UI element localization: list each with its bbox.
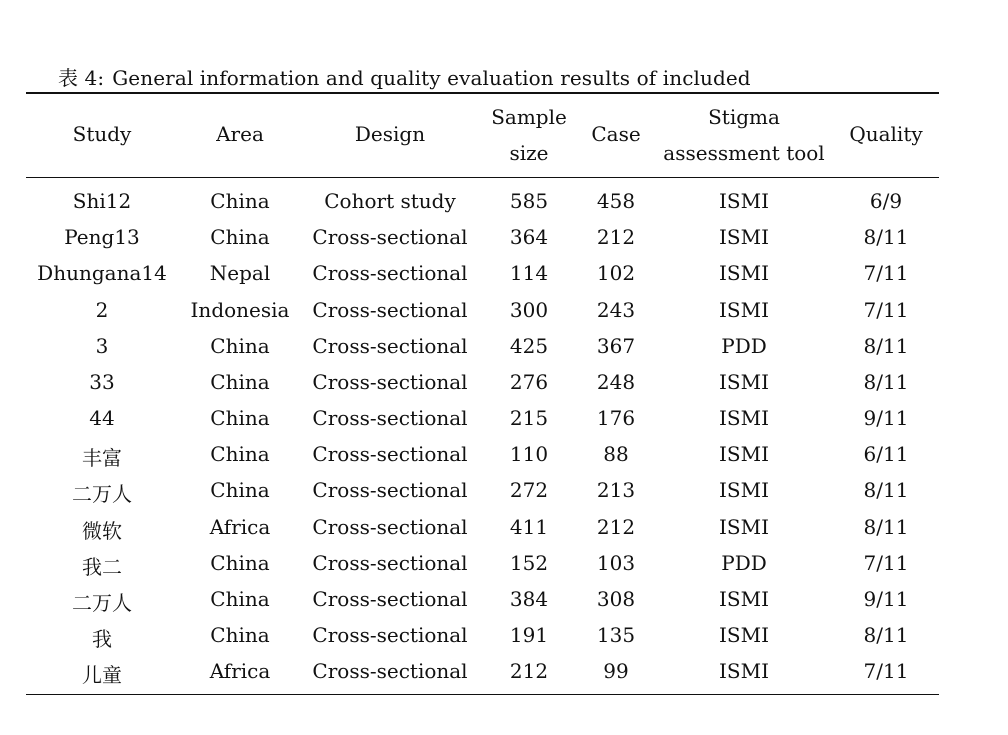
cell-quality: 6/11 xyxy=(863,442,909,466)
cell-study: 3 xyxy=(95,334,109,358)
table-row xyxy=(0,370,1008,406)
table-caption xyxy=(58,62,751,91)
cell-area: China xyxy=(210,442,270,466)
table-row xyxy=(0,623,1008,659)
cell-study: 我 xyxy=(92,627,112,651)
table-row xyxy=(0,659,1008,695)
cell-study: 丰富 xyxy=(82,446,122,470)
header-study: Study xyxy=(72,122,132,146)
cell-design: Cross-sectional xyxy=(312,515,468,539)
cell-design: Cross-sectional xyxy=(312,334,468,358)
cell-case: 212 xyxy=(596,515,636,539)
cell-tool: ISMI xyxy=(719,623,769,647)
top-rule xyxy=(26,92,939,94)
cell-area: Africa xyxy=(209,515,271,539)
cell-case: 248 xyxy=(596,370,636,394)
cell-tool: ISMI xyxy=(719,659,769,683)
table-row xyxy=(0,261,1008,297)
cell-sample-size: 364 xyxy=(509,225,549,249)
cell-design: Cross-sectional xyxy=(312,551,468,575)
cell-study: Peng13 xyxy=(64,225,140,249)
cell-design: Cohort study xyxy=(324,189,456,213)
cell-study: 二万人 xyxy=(72,482,132,506)
cell-design: Cross-sectional xyxy=(312,623,468,647)
cell-case: 367 xyxy=(596,334,636,358)
cell-quality: 8/11 xyxy=(863,515,909,539)
table-row xyxy=(0,551,1008,587)
cell-quality: 8/11 xyxy=(863,334,909,358)
table-row xyxy=(0,406,1008,442)
header-design: Design xyxy=(354,122,426,146)
cell-design: Cross-sectional xyxy=(312,261,468,285)
cell-case: 243 xyxy=(596,298,636,322)
cell-tool: ISMI xyxy=(719,478,769,502)
cell-sample-size: 425 xyxy=(509,334,549,358)
header-case: Case xyxy=(591,122,641,146)
cell-quality: 6/9 xyxy=(869,189,903,213)
cell-design: Cross-sectional xyxy=(312,442,468,466)
table-title: General information and quality evaluation results of included xyxy=(112,66,751,90)
cell-study: 33 xyxy=(89,370,115,394)
table-row xyxy=(0,298,1008,334)
table-row xyxy=(0,587,1008,623)
cell-sample-size: 384 xyxy=(509,587,549,611)
cell-tool: ISMI xyxy=(719,515,769,539)
cell-study: 二万人 xyxy=(72,591,132,615)
cell-quality: 8/11 xyxy=(863,623,909,647)
cell-quality: 7/11 xyxy=(863,659,909,683)
cell-design: Cross-sectional xyxy=(312,478,468,502)
cell-quality: 7/11 xyxy=(863,261,909,285)
table-row xyxy=(0,515,1008,551)
cell-tool: ISMI xyxy=(719,298,769,322)
table-row xyxy=(0,189,1008,225)
cell-area: Nepal xyxy=(209,261,271,285)
cell-tool: ISMI xyxy=(719,406,769,430)
cell-sample-size: 411 xyxy=(509,515,549,539)
cell-design: Cross-sectional xyxy=(312,406,468,430)
cell-sample-size: 300 xyxy=(509,298,549,322)
cell-quality: 8/11 xyxy=(863,478,909,502)
table-row xyxy=(0,334,1008,370)
cell-area: Indonesia xyxy=(190,298,290,322)
cell-tool: ISMI xyxy=(719,261,769,285)
table-row xyxy=(0,442,1008,478)
cell-tool: ISMI xyxy=(719,442,769,466)
cell-sample-size: 585 xyxy=(509,189,549,213)
cell-quality: 9/11 xyxy=(863,587,909,611)
cell-case: 135 xyxy=(596,623,636,647)
cell-area: Africa xyxy=(209,659,271,683)
cell-area: China xyxy=(210,370,270,394)
header-tool-line1: Stigma xyxy=(708,105,780,129)
cell-tool: ISMI xyxy=(719,587,769,611)
table-row xyxy=(0,478,1008,514)
cell-study: 儿童 xyxy=(82,663,122,687)
cell-case: 176 xyxy=(596,406,636,430)
cell-sample-size: 152 xyxy=(509,551,549,575)
cell-area: China xyxy=(210,406,270,430)
cell-study: 2 xyxy=(95,298,109,322)
cell-area: China xyxy=(210,334,270,358)
cell-quality: 7/11 xyxy=(863,298,909,322)
cell-study: 我二 xyxy=(82,555,122,579)
cell-case: 308 xyxy=(596,587,636,611)
table-number: 表 4: xyxy=(58,66,105,90)
cell-sample-size: 114 xyxy=(509,261,549,285)
cell-area: China xyxy=(210,189,270,213)
cell-design: Cross-sectional xyxy=(312,587,468,611)
cell-case: 458 xyxy=(596,189,636,213)
cell-case: 103 xyxy=(596,551,636,575)
cell-area: China xyxy=(210,478,270,502)
table-row xyxy=(0,225,1008,261)
cell-case: 99 xyxy=(603,659,629,683)
cell-case: 212 xyxy=(596,225,636,249)
cell-design: Cross-sectional xyxy=(312,370,468,394)
header-tool-line2: assessment tool xyxy=(663,141,825,165)
cell-area: China xyxy=(210,587,270,611)
cell-area: China xyxy=(210,623,270,647)
cell-quality: 8/11 xyxy=(863,370,909,394)
cell-sample-size: 191 xyxy=(509,623,549,647)
cell-sample-size: 212 xyxy=(509,659,549,683)
cell-sample-size: 215 xyxy=(509,406,549,430)
cell-sample-size: 272 xyxy=(509,478,549,502)
cell-study: Dhungana14 xyxy=(37,261,167,285)
header-sample-line2: size xyxy=(509,141,549,165)
cell-sample-size: 276 xyxy=(509,370,549,394)
header-quality: Quality xyxy=(849,122,923,146)
cell-quality: 9/11 xyxy=(863,406,909,430)
cell-area: China xyxy=(210,551,270,575)
header-rule xyxy=(26,177,939,178)
cell-sample-size: 110 xyxy=(509,442,549,466)
cell-quality: 8/11 xyxy=(863,225,909,249)
bottom-rule xyxy=(26,694,939,695)
header-sample-line1: Sample xyxy=(491,105,567,129)
cell-design: Cross-sectional xyxy=(312,659,468,683)
cell-quality: 7/11 xyxy=(863,551,909,575)
cell-study: Shi12 xyxy=(72,189,132,213)
cell-case: 88 xyxy=(603,442,629,466)
cell-area: China xyxy=(210,225,270,249)
cell-design: Cross-sectional xyxy=(312,225,468,249)
header-area: Area xyxy=(216,122,264,146)
cell-tool: ISMI xyxy=(719,225,769,249)
cell-study: 微软 xyxy=(82,519,122,543)
cell-tool: PDD xyxy=(721,551,767,575)
cell-case: 213 xyxy=(596,478,636,502)
cell-tool: PDD xyxy=(721,334,767,358)
cell-design: Cross-sectional xyxy=(312,298,468,322)
cell-tool: ISMI xyxy=(719,370,769,394)
cell-tool: ISMI xyxy=(719,189,769,213)
cell-case: 102 xyxy=(596,261,636,285)
cell-study: 44 xyxy=(89,406,115,430)
